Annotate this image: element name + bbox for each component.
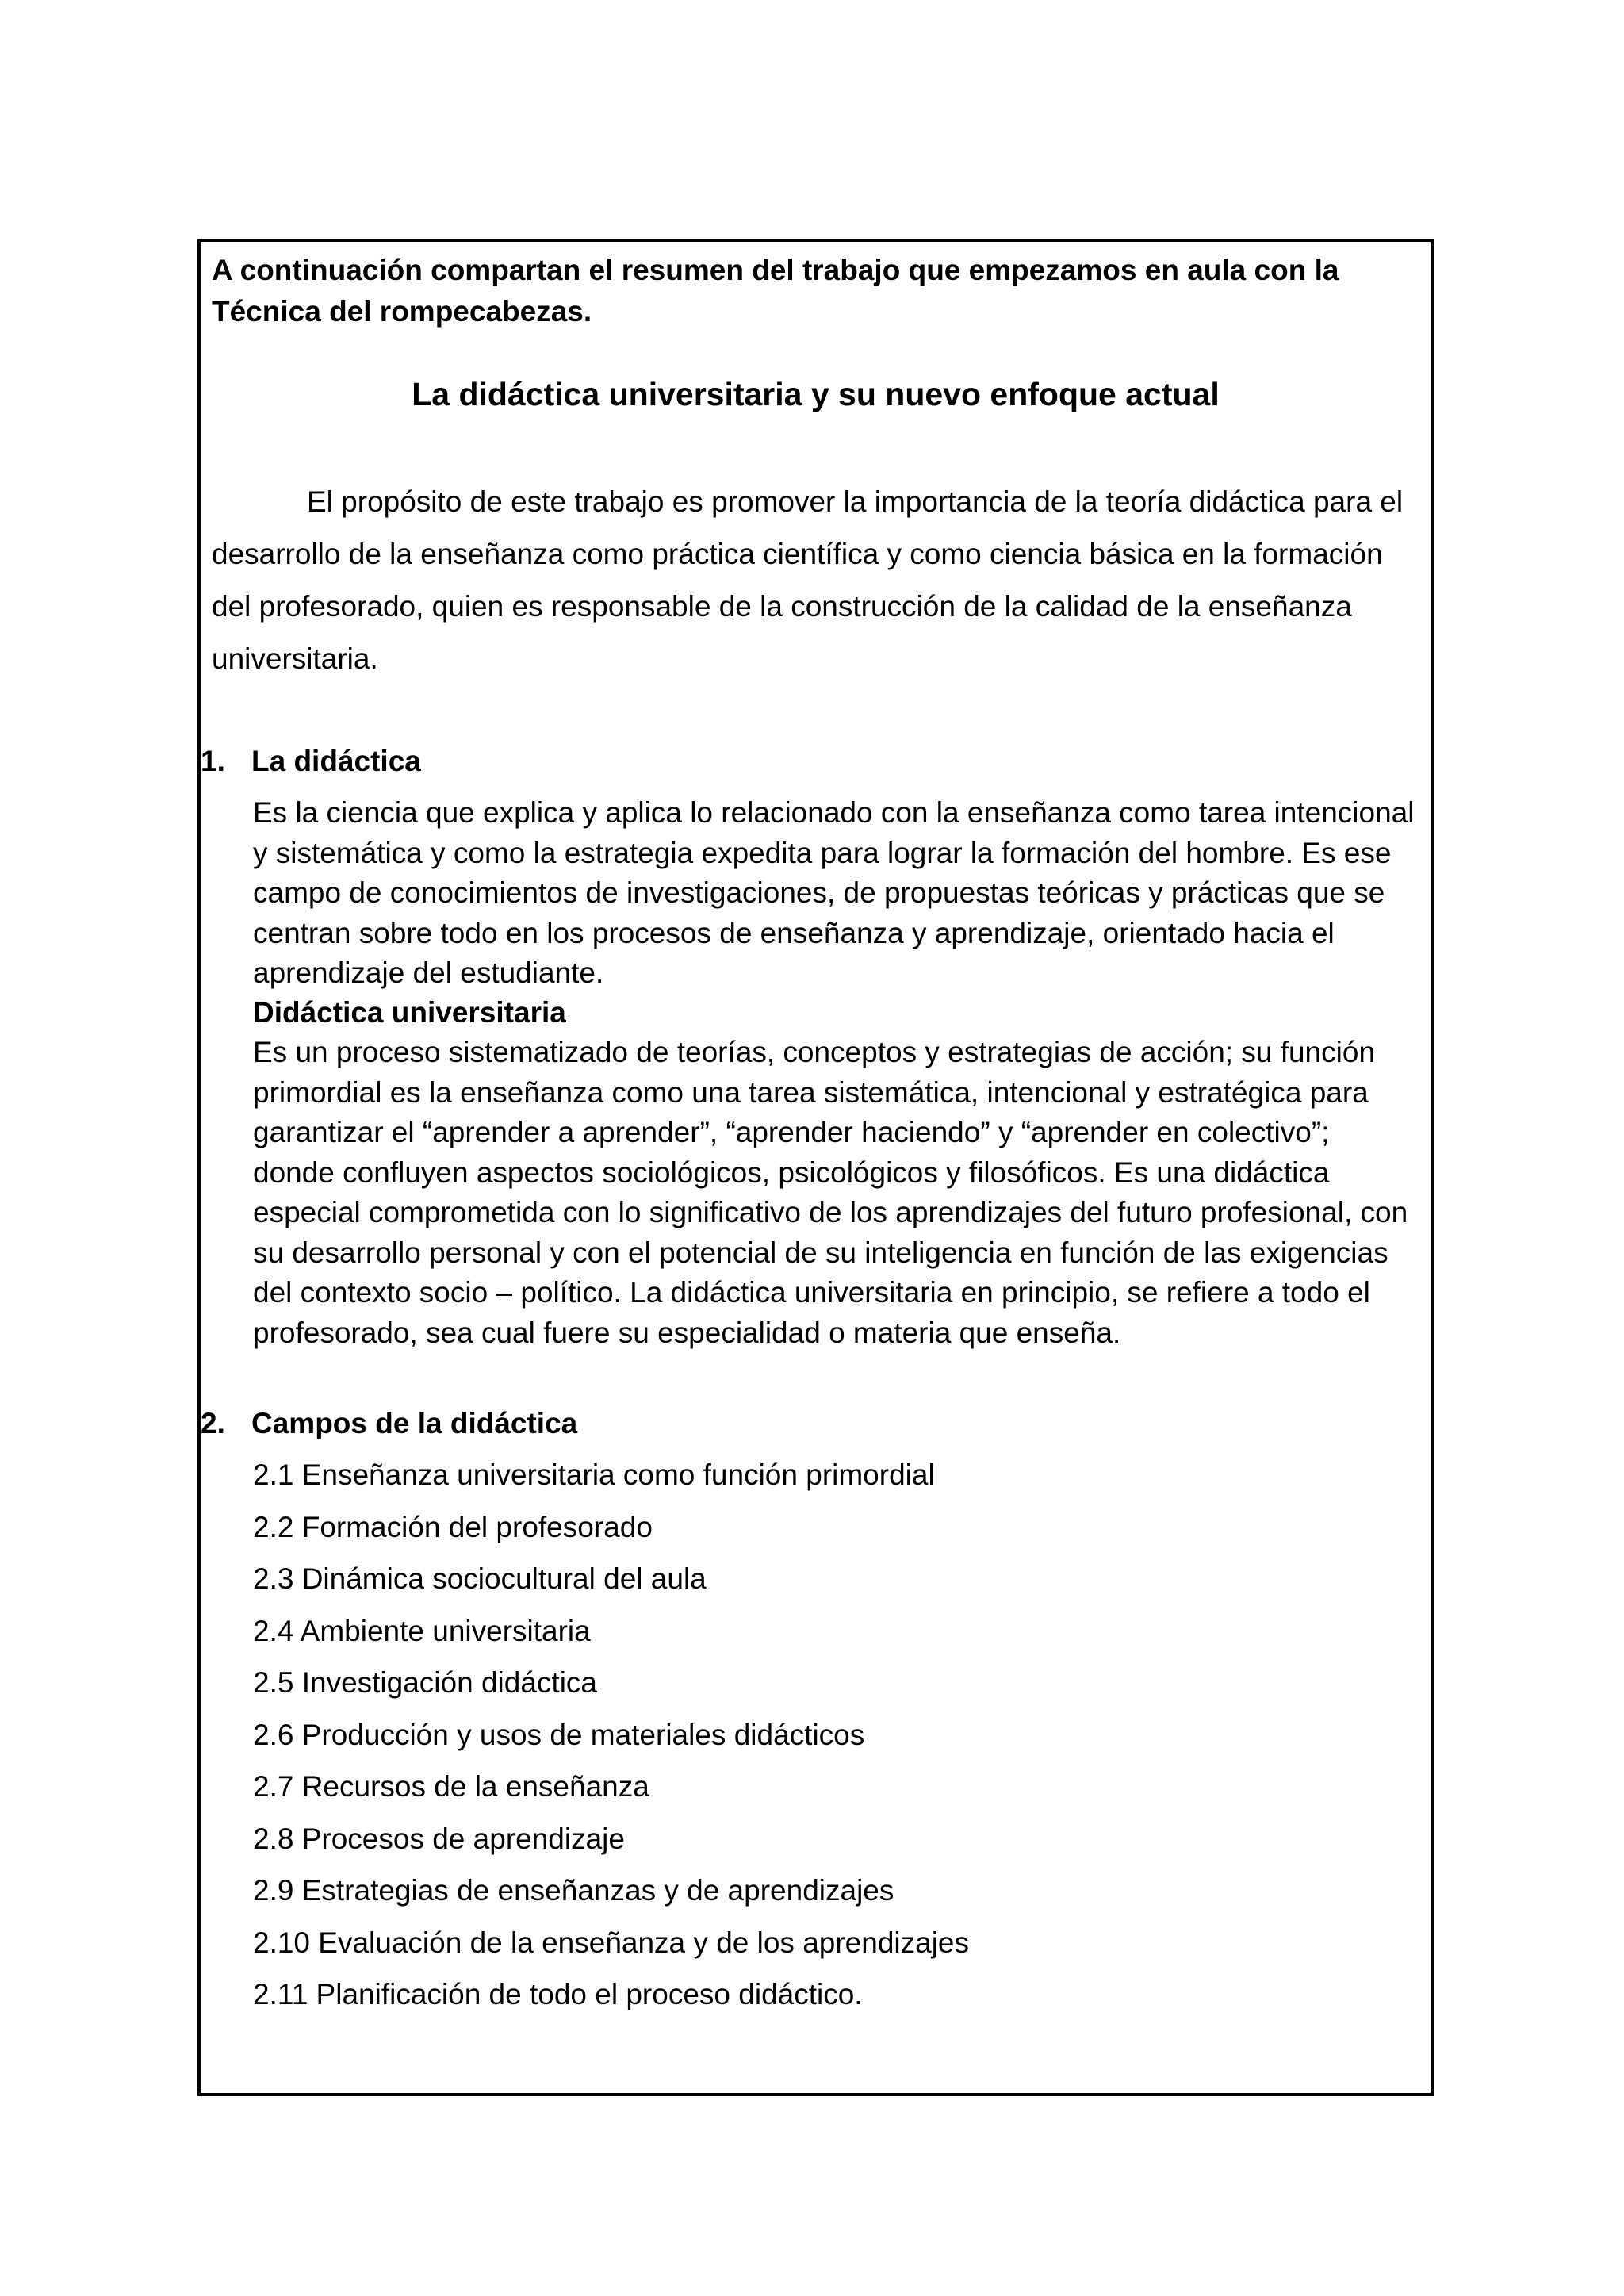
section-2-title: Campos de la didáctica (251, 1407, 578, 1439)
didactica-universitaria-heading: Didáctica universitaria (253, 996, 566, 1029)
list-item: 2.4 Ambiente universitaria (253, 1614, 591, 1647)
list-item: 2.10 Evaluación de la enseñanza y de los aprendizajes (253, 1926, 970, 1959)
list-item: 2.11 Planificación de todo el proceso didáctico. (253, 1978, 863, 2010)
section-1-title: La didáctica (251, 745, 421, 777)
campos-list (253, 1455, 1419, 2026)
list-item: 2.9 Estrategias de enseñanzas y de aprendizajes (253, 1874, 894, 1907)
list-item: 2.2 Formación del profesorado (253, 1510, 653, 1543)
section-2-heading (201, 1404, 577, 1443)
list-item: 2.3 Dinámica sociocultural del aula (253, 1562, 707, 1595)
section-1-number: 1. (201, 745, 225, 777)
list-item: 2.8 Procesos de aprendizaje (253, 1822, 625, 1855)
list-item: 2.6 Producción y usos de materiales didácticos (253, 1718, 865, 1751)
didactica-universitaria-definition: Es un proceso sistematizado de teorías, conceptos y estrategias de acción; su función primordial es la enseñanza como una tarea sistemática, intencional y estratégica para garantizar el “aprender a aprender”, “aprender haciendo” y “aprender en colectivo”; donde confluyen aspectos sociológicos, psicológicos y filosóficos. Es una didáctica especial comprometida con lo significativo de los aprendizajes del futuro profesional, con su desarrollo personal y con el potencial de su inteligencia en función de las exigencias del contexto socio – político. La didáctica universitaria en principio, se refiere a todo el profesorado, sea cual fuere su especialidad o materia que enseña. (253, 1036, 1408, 1349)
section-2-number: 2. (201, 1407, 225, 1439)
list-item: 2.1 Enseñanza universitaria como función primordial (253, 1458, 935, 1491)
section-1-heading (201, 742, 421, 781)
purpose-text: El propósito de este trabajo es promover la importancia de la teoría didáctica para el desarrollo de la enseñanza como práctica científica y como ciencia básica en la formación del profesorado, quien es responsable de la construcción de la calidad de la enseñanza universitaria. (212, 485, 1404, 675)
list-item: 2.7 Recursos de la enseñanza (253, 1770, 649, 1803)
purpose-paragraph (212, 476, 1417, 685)
didactica-definition: Es la ciencia que explica y aplica lo relacionado con la enseñanza como tarea intencional y sistemática y como la estrategia expedita para lograr la formación del hombre. Es ese campo de conocimientos de investigaciones, de propuestas teóricas y prácticas que se centran sobre todo en los procesos de enseñanza y aprendizaje, orientado hacia el aprendizaje del estudiante. (253, 796, 1415, 989)
list-item: 2.5 Investigación didáctica (253, 1666, 597, 1699)
intro-instructions: A continuación compartan el resumen del trabajo que empezamos en aula con la Técnica del rompecabezas. (212, 254, 1339, 328)
document-title: La didáctica universitaria y su nuevo enfoque actual (412, 376, 1220, 412)
